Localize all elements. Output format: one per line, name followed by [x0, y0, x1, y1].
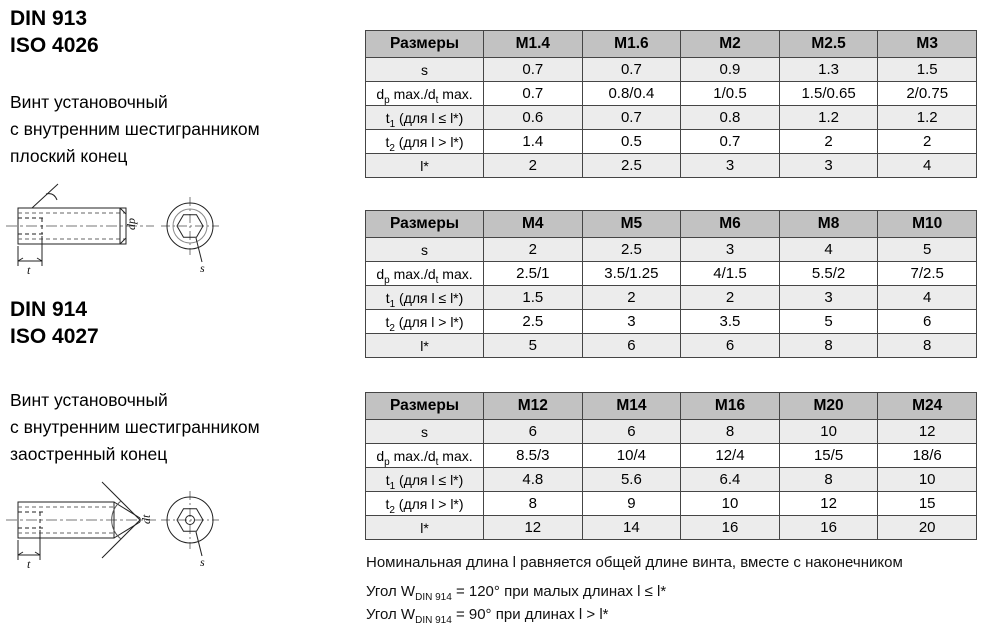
- value-cell: 4/1.5: [681, 262, 780, 286]
- value-cell: 12/4: [681, 444, 780, 468]
- dimensions-table-m4-m10: [365, 210, 977, 358]
- subscript: 2: [389, 504, 395, 516]
- col-header-M1.4: M1.4: [484, 31, 583, 58]
- value-cell: 10: [779, 420, 878, 444]
- value-cell: 10/4: [582, 444, 681, 468]
- value-cell: 2: [681, 286, 780, 310]
- dimension-label-dt: dt: [139, 514, 153, 524]
- table-row: [366, 106, 977, 130]
- value-cell: 2: [779, 130, 878, 154]
- value-cell: 2.5/1: [484, 262, 583, 286]
- row-label: $t_2$ (для l > l*): [366, 492, 484, 516]
- value-cell: 0.5: [582, 130, 681, 154]
- value-cell: 0.7: [582, 58, 681, 82]
- table-row: [366, 444, 977, 468]
- col-header-sizes: Размеры: [366, 393, 484, 420]
- col-header-M1.6: M1.6: [582, 31, 681, 58]
- value-cell: 6: [484, 420, 583, 444]
- value-cell: 5: [878, 238, 977, 262]
- value-cell: 0.7: [484, 82, 583, 106]
- value-cell: 2: [582, 286, 681, 310]
- value-cell: 8: [878, 334, 977, 358]
- row-label: s: [366, 420, 484, 444]
- technical-drawing-din913: [4, 180, 236, 276]
- description-line: заостренный конец: [10, 444, 168, 464]
- din914-number: DIN 914: [10, 298, 88, 321]
- subscript: p: [384, 94, 390, 106]
- row-label: l*: [366, 334, 484, 358]
- row-label: $d_p$ $\max./d_t$ max.: [366, 82, 484, 106]
- table-header-row: [366, 31, 977, 58]
- value-cell: 6.4: [681, 468, 780, 492]
- value-cell: 0.8/0.4: [582, 82, 681, 106]
- subscript: DIN 914: [415, 615, 452, 626]
- value-cell: 8: [681, 420, 780, 444]
- dimension-label-s: s: [200, 555, 205, 569]
- value-cell: 3: [681, 154, 780, 178]
- dimension-label-t: t: [27, 263, 31, 276]
- subscript: 2: [389, 322, 395, 334]
- value-cell: 2: [484, 154, 583, 178]
- value-cell: 12: [878, 420, 977, 444]
- subscript: t: [435, 274, 439, 286]
- value-cell: 16: [681, 516, 780, 540]
- col-header-M20: M20: [779, 393, 878, 420]
- value-cell: 4: [779, 238, 878, 262]
- value-cell: 20: [878, 516, 977, 540]
- description-line: Винт установочный: [10, 92, 168, 112]
- col-header-sizes: Размеры: [366, 31, 484, 58]
- row-label: $d_p$ $\max./d_t$ max.: [366, 262, 484, 286]
- value-cell: 3.5: [681, 310, 780, 334]
- table-row: [366, 238, 977, 262]
- value-cell: 3: [779, 154, 878, 178]
- table-row: [366, 286, 977, 310]
- end-view-hex-socket: [161, 197, 219, 262]
- row-label: $t_1$ (для l ≤ l*): [366, 468, 484, 492]
- col-header-M24: M24: [878, 393, 977, 420]
- value-cell: 5.6: [582, 468, 681, 492]
- description-din913: [10, 89, 260, 170]
- value-cell: 0.6: [484, 106, 583, 130]
- value-cell: 0.7: [681, 130, 780, 154]
- description-din914: [10, 387, 260, 468]
- value-cell: 4.8: [484, 468, 583, 492]
- iso4026-number: ISO 4026: [10, 34, 99, 57]
- table-row: [366, 492, 977, 516]
- table-row: [366, 58, 977, 82]
- value-cell: 4: [878, 286, 977, 310]
- value-cell: 9: [582, 492, 681, 516]
- standard-title-din914: [10, 296, 99, 350]
- value-cell: 1.2: [779, 106, 878, 130]
- description-line: плоский конец: [10, 146, 128, 166]
- row-label: $t_2$ (для l > l*): [366, 130, 484, 154]
- value-cell: 5: [484, 334, 583, 358]
- table-row: [366, 516, 977, 540]
- value-cell: 0.7: [582, 106, 681, 130]
- value-cell: 0.7: [484, 58, 583, 82]
- description-line: с внутренним шестигранником: [10, 417, 260, 437]
- din913-number: DIN 913: [10, 7, 88, 30]
- subscript: t: [435, 94, 439, 106]
- value-cell: 1.4: [484, 130, 583, 154]
- iso4027-number: ISO 4027: [10, 325, 99, 348]
- value-cell: 8: [484, 492, 583, 516]
- col-header-M2: M2: [681, 31, 780, 58]
- table-row: [366, 262, 977, 286]
- subscript: 1: [389, 118, 396, 130]
- table-row: [366, 334, 977, 358]
- value-cell: 16: [779, 516, 878, 540]
- value-cell: 4: [878, 154, 977, 178]
- table-row: [366, 82, 977, 106]
- angle-arc: [46, 194, 57, 200]
- subscript: 2: [389, 142, 395, 154]
- col-header-M14: M14: [582, 393, 681, 420]
- value-cell: 5: [779, 310, 878, 334]
- description-line: Винт установочный: [10, 390, 168, 410]
- value-cell: 1.2: [878, 106, 977, 130]
- value-cell: 8.5/3: [484, 444, 583, 468]
- col-header-M16: M16: [681, 393, 780, 420]
- value-cell: 1/0.5: [681, 82, 780, 106]
- value-cell: 8: [779, 468, 878, 492]
- col-header-M6: M6: [681, 211, 780, 238]
- value-cell: 1.5: [484, 286, 583, 310]
- row-label: s: [366, 238, 484, 262]
- value-cell: 18/6: [878, 444, 977, 468]
- col-header-sizes: Размеры: [366, 211, 484, 238]
- table-row: [366, 420, 977, 444]
- end-view-hex-socket: [161, 491, 219, 556]
- value-cell: 2.5: [484, 310, 583, 334]
- dimension-label-t: t: [27, 557, 31, 570]
- value-cell: 2.5: [582, 154, 681, 178]
- dimensions-table-m1_4-m3: [365, 30, 977, 178]
- dimension-label-dp: dp: [124, 218, 138, 230]
- value-cell: 7/2.5: [878, 262, 977, 286]
- value-cell: 2.5: [582, 238, 681, 262]
- row-label: l*: [366, 154, 484, 178]
- row-label: $t_2$ (для l > l*): [366, 310, 484, 334]
- value-cell: 6: [681, 334, 780, 358]
- value-cell: 3: [582, 310, 681, 334]
- table-row: [366, 130, 977, 154]
- dimension-label-s: s: [200, 261, 205, 275]
- standard-title-din913: [10, 5, 99, 59]
- description-line: с внутренним шестигранником: [10, 119, 260, 139]
- table-row: [366, 468, 977, 492]
- subscript: DIN 914: [415, 592, 452, 603]
- table-row: [366, 154, 977, 178]
- side-view-cone-point: [6, 482, 156, 560]
- table-row: [366, 310, 977, 334]
- row-label: $d_p$ $\max./d_t$ max.: [366, 444, 484, 468]
- row-label: s: [366, 58, 484, 82]
- value-cell: 15/5: [779, 444, 878, 468]
- value-cell: 1.5: [878, 58, 977, 82]
- value-cell: 6: [582, 420, 681, 444]
- note-angle-90: Угол $W_{DIN 914} = 90^\circ$ при длинах l > l*: [366, 606, 609, 626]
- subscript: t: [435, 456, 439, 468]
- value-cell: 2: [878, 130, 977, 154]
- value-cell: 2/0.75: [878, 82, 977, 106]
- subscript: 1: [389, 298, 396, 310]
- value-cell: 12: [484, 516, 583, 540]
- col-header-M12: M12: [484, 393, 583, 420]
- value-cell: 12: [779, 492, 878, 516]
- dimensions-table-m12-m24: [365, 392, 977, 540]
- value-cell: 14: [582, 516, 681, 540]
- row-label: $t_1$ (для l ≤ l*): [366, 286, 484, 310]
- value-cell: 10: [878, 468, 977, 492]
- col-header-M3: M3: [878, 31, 977, 58]
- table-header-row: [366, 211, 977, 238]
- note-nominal-length: Номинальная длина l равняется общей длине винта, вместе с наконечником: [366, 554, 903, 571]
- value-cell: 0.9: [681, 58, 780, 82]
- value-cell: 6: [878, 310, 977, 334]
- note-angle-120: Угол $W_{DIN 914} = 120^\circ$ при малых длинах l ≤ l*: [366, 583, 667, 603]
- value-cell: 15: [878, 492, 977, 516]
- value-cell: 8: [779, 334, 878, 358]
- value-cell: 6: [582, 334, 681, 358]
- col-header-M8: M8: [779, 211, 878, 238]
- technical-drawing-din914: [4, 474, 236, 570]
- row-label: $t_1$ (для l ≤ l*): [366, 106, 484, 130]
- subscript: p: [384, 456, 390, 468]
- subscript: p: [384, 274, 390, 286]
- value-cell: 5.5/2: [779, 262, 878, 286]
- value-cell: 10: [681, 492, 780, 516]
- col-header-M2.5: M2.5: [779, 31, 878, 58]
- value-cell: 1.5/0.65: [779, 82, 878, 106]
- value-cell: 1.3: [779, 58, 878, 82]
- subscript: 1: [389, 480, 396, 492]
- value-cell: 2: [484, 238, 583, 262]
- col-header-M4: M4: [484, 211, 583, 238]
- value-cell: 0.8: [681, 106, 780, 130]
- value-cell: 3.5/1.25: [582, 262, 681, 286]
- table-header-row: [366, 393, 977, 420]
- row-label: l*: [366, 516, 484, 540]
- value-cell: 3: [779, 286, 878, 310]
- value-cell: 3: [681, 238, 780, 262]
- col-header-M5: M5: [582, 211, 681, 238]
- col-header-M10: M10: [878, 211, 977, 238]
